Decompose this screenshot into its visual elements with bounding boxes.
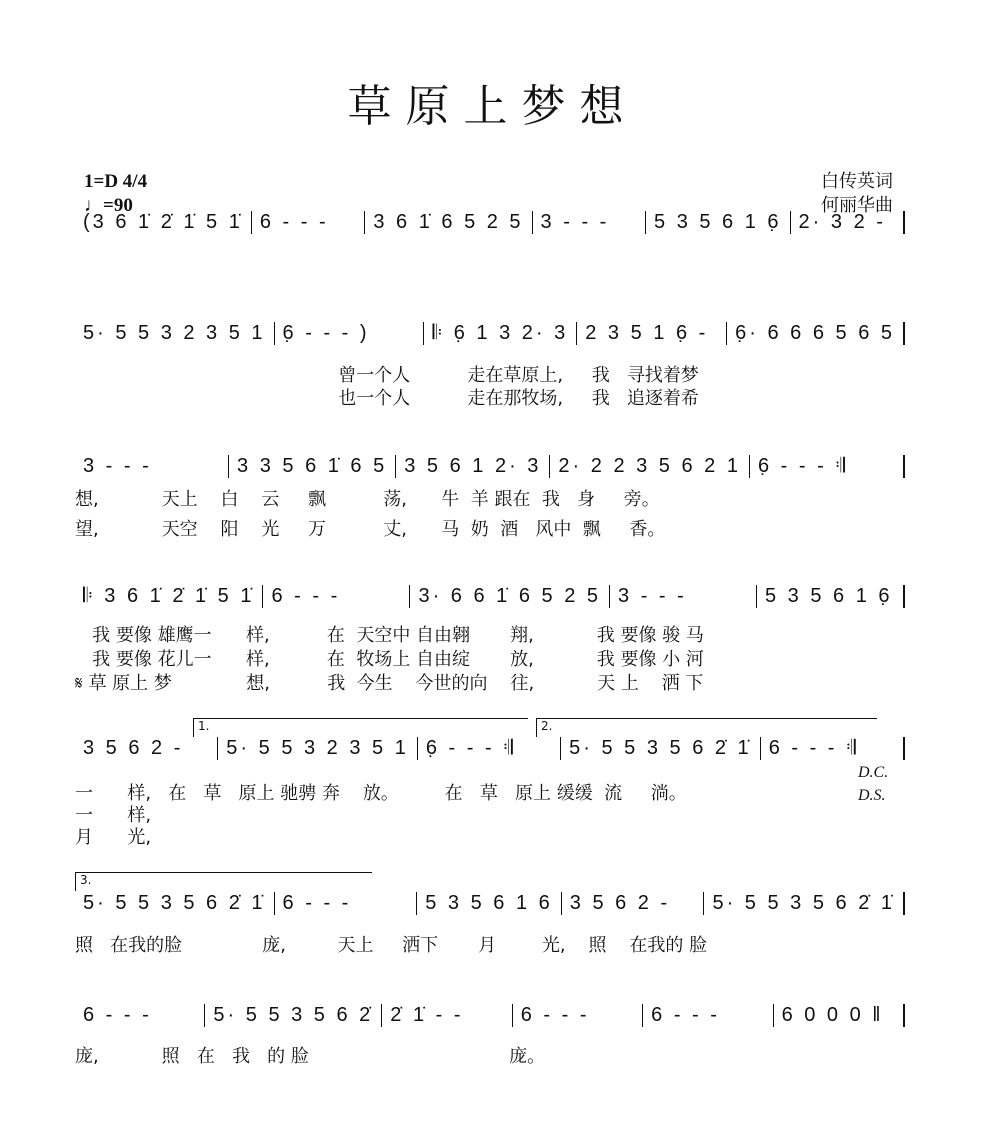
measure: 5 3 5 6 1 6̣: [646, 211, 791, 234]
staff-system: [75, 451, 905, 481]
staff-system: [75, 581, 905, 611]
measure: 6 - - -: [75, 1004, 205, 1027]
measure: 5· 5 5 3 2 3 5 1: [218, 737, 418, 760]
measure: 6 - - -: [513, 1004, 643, 1027]
measure: 𝄆 6̣ 1 3 2· 3: [424, 322, 577, 345]
dal-segno: D.S.: [858, 787, 886, 804]
measure: 6̣ - - - ): [275, 322, 425, 345]
measure: (3 6 1̇ 2̇ 1̇ 5 1̇: [75, 211, 252, 234]
lyric-line: 我 要像 雄鹰一 样, 在 天空中 自由翱 翔, 我 要像 骏 马: [75, 625, 704, 646]
measure: 2 3 5 1 6̣ -: [577, 322, 727, 345]
composer: 何丽华曲: [821, 195, 893, 216]
measure: 5 3 5 6 1 6̣: [757, 585, 905, 608]
measure: 3 5 6 1 2· 3: [396, 455, 550, 478]
staff-system: [75, 207, 905, 237]
measure: 2· 3 2 -: [791, 211, 905, 234]
measure: 3 - - -: [533, 211, 646, 234]
volta-2: 2.: [536, 718, 877, 737]
lyric-line: 望, 天空 阳 光 万 丈, 马 奶 酒 风中 飘 香。: [75, 519, 666, 540]
measure: 3 3 5 6 1̇ 6 5: [229, 455, 396, 478]
measure: 5· 5 5 3 5 6 2̇ 1̇: [704, 892, 905, 915]
measure: 5· 5 5 3 5 6 2̇ 1̇: [561, 737, 761, 760]
measure: 3 5 6 2 -: [562, 892, 705, 915]
measure: 6 - - -: [263, 585, 410, 608]
lyric-line: 照 在我的脸 庞, 天上 洒下 月 光, 照 在我的 脸: [75, 935, 708, 956]
volta-3: 3.: [75, 872, 372, 891]
da-capo: D.C.: [858, 764, 889, 781]
staff-system: [75, 733, 905, 763]
lyricist: 白传英词: [821, 171, 893, 192]
staff-system: [75, 1000, 905, 1030]
lyric-line: 想, 天上 白 云 飘 荡, 牛 羊 跟在 我 身 旁。: [75, 489, 660, 510]
lyric-line: 也一个人 走在那牧场, 我 追逐着希: [75, 388, 699, 409]
lyric-line: 庞, 照 在 我 的 脸 庞。: [75, 1046, 546, 1067]
measure: 6 - - -: [252, 211, 365, 234]
measure: 6 0 0 0 ‖: [774, 1004, 905, 1027]
volta-1: 1.: [193, 718, 528, 737]
measure: 6 - - -: [275, 892, 418, 915]
lyric-line: 一 样, 在 草 原上 驰骋 奔 放。 在 草 原上 缓缓 流 淌。: [75, 783, 687, 804]
measure: 6̣ - - - 𝄇: [750, 455, 905, 478]
measure: 6 - - -: [643, 1004, 773, 1027]
measure: 2· 2 2 3 5 6 2 1: [550, 455, 750, 478]
staff-system: [75, 888, 905, 918]
measure: 3 6 1̇ 6 5 2 5: [365, 211, 532, 234]
lyric-line: 𝄋 草 原上 梦 想, 我 今生 今世的向 往, 天 上 洒 下: [75, 673, 704, 694]
lyric-line: 曾一个人 走在草原上, 我 寻找着梦: [75, 365, 699, 386]
measure: 2̇ 1̇ - -: [382, 1004, 512, 1027]
song-title: 草原上梦想: [347, 81, 638, 132]
measure: 6̣· 6 6 6 5 6 5: [727, 322, 905, 345]
measure: 5· 5 5 3 5 6 2̇ 1̇: [75, 892, 275, 915]
measure: 5· 5 5 3 5 6 2̇: [205, 1004, 382, 1027]
lyric-line: 一 样,: [75, 805, 152, 826]
measure: 3 5 6 2 -: [75, 737, 218, 760]
lyric-line: 月 光,: [75, 827, 152, 848]
measure: 6̣ - - - 𝄇: [418, 737, 561, 760]
measure: 3 - - -: [610, 585, 757, 608]
measure: 5 3 5 6 1 6: [417, 892, 562, 915]
measure: 𝄆 3 6 1̇ 2̇ 1̇ 5 1̇: [75, 585, 263, 608]
measure: 5· 5 5 3 2 3 5 1: [75, 322, 275, 345]
measure: 6 - - - 𝄇: [761, 737, 905, 760]
tempo-marking: ♩=90: [84, 195, 133, 216]
staff-system: [75, 318, 905, 348]
measure: 3· 6 6 1̇ 6 5 2 5: [410, 585, 610, 608]
lyric-line: 我 要像 花儿一 样, 在 牧场上 自由绽 放, 我 要像 小 河: [75, 649, 704, 670]
key-signature: 1=D 4/4: [84, 171, 148, 192]
measure: 3 - - -: [75, 455, 229, 478]
